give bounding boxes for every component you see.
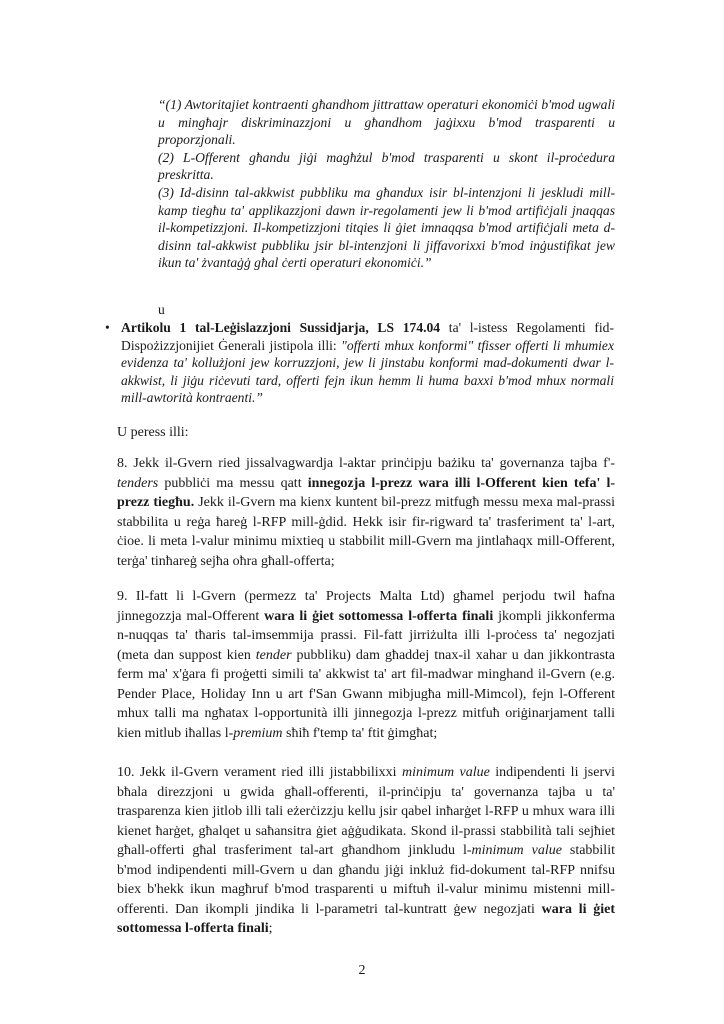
p10-italic-minimum-value-2: minimum value — [471, 843, 562, 858]
p8-bold-phrase: innegozja l-prezz wara illi l-Offerent kien tefa' l-prezz tiegħu. — [117, 475, 615, 510]
bullet-symbol: • — [105, 320, 110, 335]
quote-paragraph-2: (2) L-Offerent għandu jiġi magħżul b'mod trasparenti u skont il-proċedura preskritta. — [158, 149, 615, 183]
p10-bold-phrase: wara li ġiet sottomessa l-offerta finali — [117, 901, 615, 936]
bullet-bold-reference: Artikolu 1 tal-Leġislazzjoni Sussidjarja, LS 174.04 — [121, 320, 441, 335]
bullet-item — [105, 319, 614, 407]
p9-italic-premium: premium — [233, 725, 283, 741]
paragraph-10 — [117, 763, 615, 939]
p8-text-c: pubbliċi ma messu qatt — [158, 475, 308, 491]
p10-text-g: ; — [268, 921, 273, 936]
p10-text-e: stabbilit b'mod indipendenti mill-Gvern u dan għandu jiġi inkluż fid-dokument tal-RFP nnifsu biex b'hekk ikun magħruf b'mod trasparenti u miftuħ il-valur minimu mistenni mill-offerenti. Dan ikompli jindika li l-parametri tal-kuntratt ġew negozjati — [117, 843, 615, 917]
p10-italic-minimum-value: minimum value — [401, 765, 490, 780]
bullet-body: ta' l-istess Regolamenti fid-Dispożizzjonijiet Ġenerali jistipola illi: — [121, 320, 614, 353]
bullet-quote: "offerti mhux konformi" tfisser offerti li mhumiex evidenza ta' kollużjoni jew korruzzjoni, jew li jinstabu konformi mad-dokumenti dwar l-akkwist, li jiġu riċevuti tard, offerti fejn ikun hemm li huma baxxi b'mod mhux normali mill-awtorità kontraenti.” — [121, 337, 614, 406]
p9-text-c: jkompli jikkonferma n-nuqqas ta' tħaris tal-imsemmija prassi. Fil-fatt jirriżulta illi l-proċess ta' negozjati (meta dan suppost kien — [117, 608, 616, 663]
p8-italic-tenders: tenders — [117, 475, 159, 491]
p9-italic-tender: tender — [255, 647, 292, 663]
p8-text-e: Jekk il-Gvern ma kienx kuntent bil-prezz mitfugħ messu mexa mal-prassi stabbilita u reġa ħareġ l-RFP mill-ġdid. Hekk isir fir-rigward ta' trasferiment ta' l-art, ċioe. li meta l-valur minimu mixtieq u stabbilit mill-Gvern ma jintlaħaqx mill-Offerent, terġa' tinħareġ sejħa oħra għall-offerta; — [117, 495, 615, 569]
paragraph-8 — [117, 454, 615, 571]
p9-bold-phrase: wara li ġiet sottomessa l-offerta finali — [264, 608, 494, 624]
regulation-quote — [158, 96, 615, 272]
page-number: 2 — [358, 963, 366, 978]
intro-line: U peress illi: — [117, 425, 189, 440]
quote-paragraph-1: “(1) Awtoritajiet kontraenti għandhom jittrattaw operaturi ekonomiċi b'mod ugwali u mingħajr diskriminazzjoni u għandhom jaġixxu b'mod trasparenti u proporzjonali. — [158, 97, 615, 148]
p9-text-e: pubbliku) dam għaddej tnax-il xahar u dan jikkontrasta ferm ma' x'ġara fi proġetti simili ta' akkwist ta' art fil-madwar minghand il-Gvern (e.g. Pender Place, Holiday Inn u art f'San Gwann mibjugħa mill-Mimcol), fejn l-Offerent mhux talli ma ngħatax l-opportunità illi jinnegozja l-prezz mitfuħ oriġinarjament talli kien mitlub iħallas l- — [117, 647, 615, 741]
quote-paragraph-3: (3) Id-disinn tal-akkwist pubbliku ma għandux isir bl-intenzjoni li jeskludi mill-kamp tiegħu ta' applikazzjoni dawn ir-regolamenti jew li b'mod artifiċjali jnaqqas il-kompetizzjoni. Il-kompetizzjoni titqies li ġiet imnaqqsa b'mod artifiċjali meta d-disinn tal-akkwist pubbliku jsir bl-intenzjoni li jiffavorixxi b'mod inġustifikat jew ikun ta' żvantaġġ għal ċerti operaturi ekonomiċi.” — [158, 184, 615, 271]
p10-text-c: indipendenti li jservi bħala direzzjoni u gwida għall-offerenti, il-prinċipju ta' governanza tajba u ta' trasparenza kien jitlob illi tali eżerċizzju kellu jsir qabel inħarġet l-RFP u mhux wara illi kienet ħarġet, għalqet u saħansitra ġiet aġġudikata. Skond il-prassi stabbilità tali sejħiet għall-offerti għal trasferiment tal-art għandhom jinkludu l- — [117, 765, 616, 858]
p9-text-g: sħiħ f'temp ta' ftit ġimgħat; — [282, 725, 438, 741]
p9-text-a: 9. Il-fatt li l-Gvern (permezz ta' Projects Malta Ltd) għamel perjodu twil ħafna jinnegozzja mal-Offerent — [117, 589, 615, 624]
paragraph-9 — [117, 587, 615, 743]
bullet-text — [121, 319, 614, 407]
conjunction: u — [158, 302, 165, 317]
p8-text-a: 8. Jekk il-Gvern ried jissalvagwardja l-aktar prinċipju bażiku ta' governanza tajba f'- — [117, 456, 615, 471]
p10-text-a: 10. Jekk il-Gvern verament ried illi jistabbilixxi — [117, 765, 402, 780]
